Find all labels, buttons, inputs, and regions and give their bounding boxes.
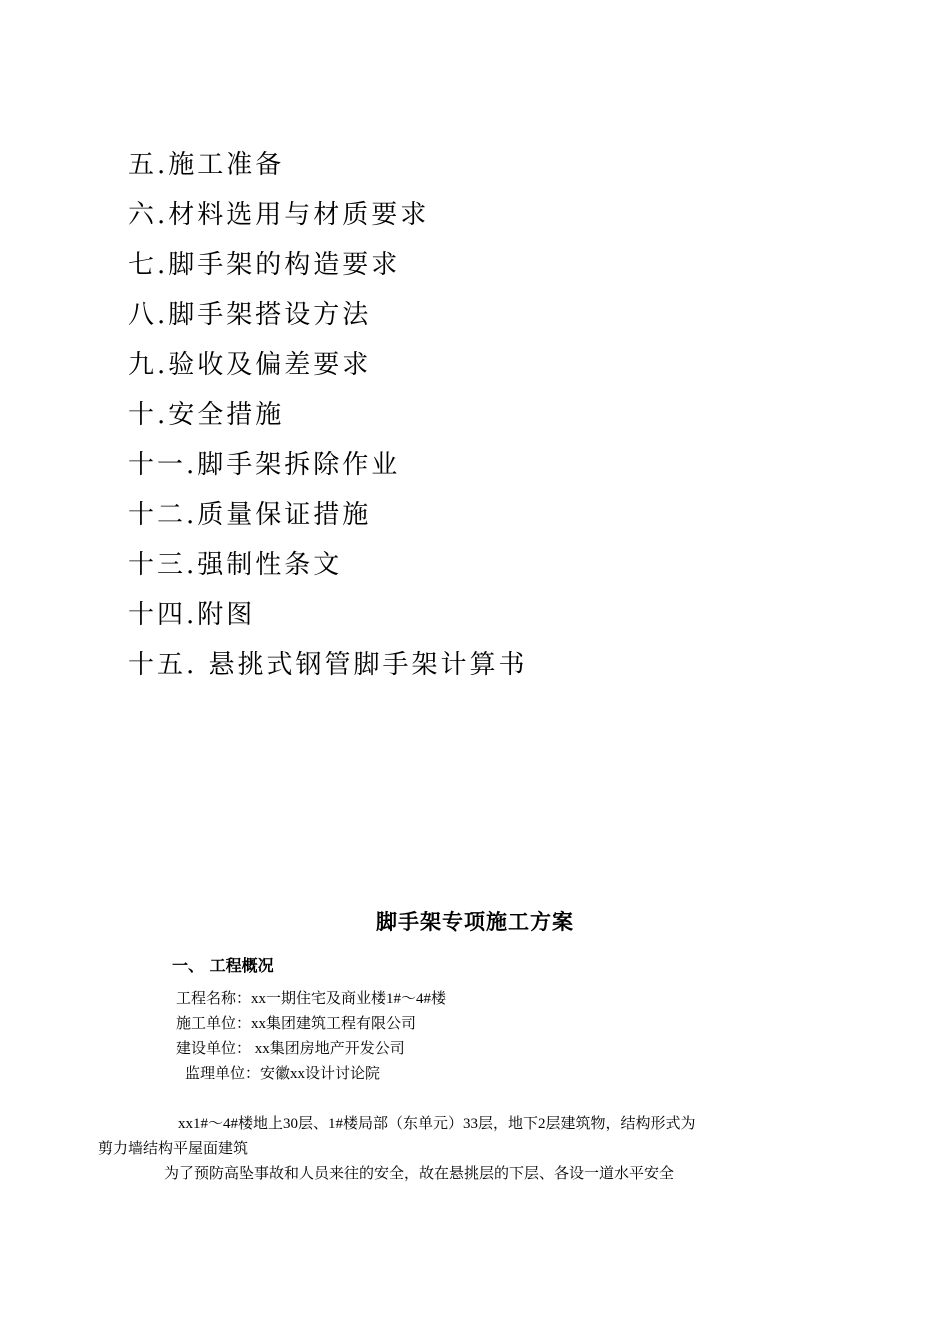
toc-item-5: 五.施工准备: [128, 150, 285, 180]
section-heading-overview: 一、 工程概况: [172, 956, 274, 975]
toc-item-15: 十五. 悬挑式钢管脚手架计算书: [128, 650, 528, 680]
document-title: 脚手架专项施工方案: [376, 909, 574, 934]
toc-item-13: 十三.强制性条文: [128, 550, 343, 580]
project-name-row: 工程名称：xx一期住宅及商业楼1#～4#楼: [176, 991, 447, 1007]
safety-paragraph: 为了预防高坠事故和人员来往的安全，故在悬挑层的下层、各设一道水平安全: [164, 1166, 675, 1182]
toc-item-6: 六.材料选用与材质要求: [128, 200, 430, 230]
toc-item-8: 八.脚手架搭设方法: [128, 300, 372, 330]
paragraph-line: xx1#～4#楼地上30层、1#楼局部（东单元）33层，地下2层建筑物，结构形式为: [178, 1116, 696, 1132]
toc-item-14: 十四.附图: [128, 600, 256, 630]
toc-item-12: 十二.质量保证措施: [128, 500, 372, 530]
toc-item-10: 十.安全措施: [128, 400, 285, 430]
toc-item-9: 九.验收及偏差要求: [128, 350, 372, 380]
project-info-block: [176, 987, 446, 1087]
paragraph-line: 剪力墙结构平屋面建筑: [98, 1141, 249, 1157]
supervision-unit-row: 监理单位：安徽xx设计讨论院: [185, 1066, 381, 1082]
table-of-contents: [128, 140, 888, 690]
developer-unit-row: 建设单位： xx集团房地产开发公司: [176, 1041, 405, 1057]
toc-item-7: 七.脚手架的构造要求: [128, 250, 401, 280]
construction-unit-row: 施工单位：xx集团建筑工程有限公司: [176, 1016, 417, 1032]
overview-paragraph: [98, 1112, 858, 1162]
toc-item-11: 十一.脚手架拆除作业: [128, 450, 401, 480]
